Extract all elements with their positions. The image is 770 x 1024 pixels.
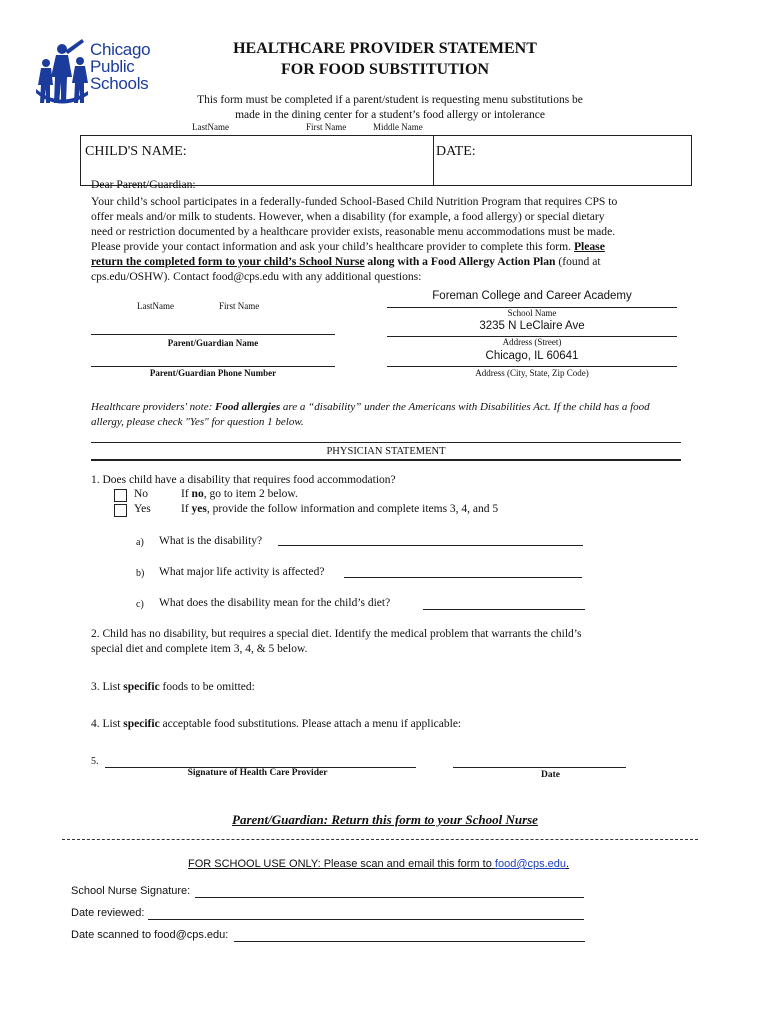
street-value: 3235 N LeClaire Ave <box>479 320 585 332</box>
no-checkbox[interactable] <box>114 489 127 502</box>
letter-allergy-plan: along with a Food Allergy Action Plan <box>367 255 556 268</box>
child-date-field[interactable] <box>436 144 476 160</box>
city-value: Chicago, IL 60641 <box>485 350 579 362</box>
letter-line-5: return the completed form to your child’s School Nurse along with a Food Allergy Action Plan (found at <box>91 255 601 268</box>
question-1: 1. Does child have a disability that requires food accommodation? <box>91 474 396 486</box>
letter-return-instruction: return the completed form to your child’s School Nurse <box>91 255 365 268</box>
date-reviewed-label: Date reviewed: <box>71 907 145 919</box>
provider-signature-field[interactable] <box>105 752 416 768</box>
date-reviewed-field[interactable] <box>148 907 584 920</box>
letter-please-bold: Please <box>573 240 605 253</box>
yes-checkbox[interactable] <box>114 504 127 517</box>
date-scanned-field[interactable] <box>234 929 585 942</box>
logo-text-public: Public <box>90 57 135 76</box>
question-c: What does the disability mean for the child’s diet? <box>159 597 391 609</box>
child-last-name-label: LastName <box>192 122 229 132</box>
date-scanned-label: Date scanned to food@cps.edu: <box>71 929 229 941</box>
dashed-separator <box>62 839 698 842</box>
nurse-signature-label: School Nurse Signature: <box>71 885 191 897</box>
no-instruction: If no, go to item 2 below. <box>181 488 298 500</box>
note-food-allergies: Food allergies <box>215 401 281 413</box>
disability-field[interactable] <box>278 535 583 546</box>
yes-label: Yes <box>134 503 151 515</box>
school-name-value: Foreman College and Career Academy <box>432 290 632 302</box>
intro-text <box>120 93 660 123</box>
parent-name-label: Parent/Guardian Name <box>167 338 259 348</box>
physician-heading: PHYSICIAN STATEMENT <box>326 446 446 457</box>
child-name-label: CHILD'S NAME: <box>85 144 187 159</box>
parent-name-field[interactable] <box>91 316 335 335</box>
provider-date-field[interactable] <box>453 752 626 768</box>
note-line-2: allergy, please check "Yes" for question 1 below. <box>91 416 304 428</box>
letter-body <box>91 177 691 284</box>
child-name-field[interactable] <box>85 144 187 160</box>
street-field[interactable] <box>387 320 677 337</box>
street-label: Address (Street) <box>502 337 562 347</box>
question-2: 2. Child has no disability, but requires a special diet. Identify the medical problem that warrants the child’s special diet and complete item 3, 4, & 5 below. <box>91 628 582 655</box>
no-label: No <box>134 488 149 500</box>
parent-phone-field[interactable] <box>91 348 335 367</box>
signature-label: Signature of Health Care Provider <box>187 768 328 778</box>
city-field[interactable] <box>387 350 677 367</box>
intro-line-2: made in the dining center for a student’s food allergy or intolerance <box>235 109 545 121</box>
question-3: 3. List specific foods to be omitted: <box>91 681 255 693</box>
nurse-signature-field[interactable] <box>195 885 584 898</box>
city-label: Address (City, State, Zip Code) <box>475 368 589 378</box>
logo-text-chicago: Chicago <box>90 40 151 59</box>
letter-line-4: Please provide your contact information and ask your child’s healthcare provider to complete this form. Please <box>91 240 605 253</box>
letter-line-3: need or restriction documented by a healthcare provider exists, reasonable menu accommodations must be made. <box>91 225 616 238</box>
parent-last-name-label: LastName <box>137 301 174 311</box>
school-use-line: FOR SCHOOL USE ONLY: Please scan and email this form to food@cps.edu. <box>188 858 570 870</box>
title-line-1: HEALTHCARE PROVIDER STATEMENT <box>233 40 537 57</box>
child-date-label: DATE: <box>436 144 476 159</box>
yes-instruction: If yes, provide the follow information and complete items 3, 4, and 5 <box>181 503 499 515</box>
parent-first-name-label: First Name <box>219 301 260 311</box>
parent-phone-label: Parent/Guardian Phone Number <box>149 368 277 378</box>
child-first-name-label: First Name <box>306 122 347 132</box>
cps-logo-figures-icon <box>32 37 90 107</box>
provider-note: Healthcare providers' note: Food allergies are a “disability” under the Americans with Disabilities Act. If the child has a food allergy, please check "Yes" for question 1 below. <box>91 400 691 430</box>
diet-meaning-field[interactable] <box>423 599 585 610</box>
qc-letter: c) <box>136 599 144 610</box>
school-name-label: School Name <box>507 308 557 318</box>
qa-letter: a) <box>136 537 144 548</box>
logo-text-schools: Schools <box>90 74 149 93</box>
letter-greeting: Dear Parent/Guardian: <box>91 178 196 191</box>
provider-date-label: Date <box>541 770 560 780</box>
page-title <box>190 38 580 80</box>
child-middle-name-label: Middle Name <box>373 122 423 132</box>
qb-letter: b) <box>136 568 145 579</box>
question-5-number: 5. <box>91 756 99 767</box>
physician-top-rule <box>91 442 681 443</box>
letter-line-2: offer meals and/or milk to students. However, when a disability (for example, a food allergy) or special dietary <box>91 210 605 223</box>
email-link[interactable]: food@cps.edu <box>494 858 567 870</box>
intro-line-1: This form must be completed if a parent/student is requesting menu substitutions be <box>197 94 583 106</box>
letter-line-1: Your child’s school participates in a federally-funded School-Based Child Nutrition Program that requires CPS to <box>91 195 618 208</box>
question-b: What major life activity is affected? <box>159 566 325 578</box>
letter-line-6: cps.edu/OSHW). Contact food@cps.edu with any additional questions: <box>91 270 422 283</box>
life-activity-field[interactable] <box>344 567 582 578</box>
physician-bottom-rule <box>91 459 681 461</box>
question-4: 4. List specific acceptable food substitutions. Please attach a menu if applicable: <box>91 718 462 730</box>
school-name-field[interactable] <box>387 290 677 308</box>
return-instruction: Parent/Guardian: Return this form to your School Nurse <box>232 812 538 827</box>
title-line-2: FOR FOOD SUBSTITUTION <box>280 61 490 78</box>
question-a: What is the disability? <box>159 535 263 547</box>
